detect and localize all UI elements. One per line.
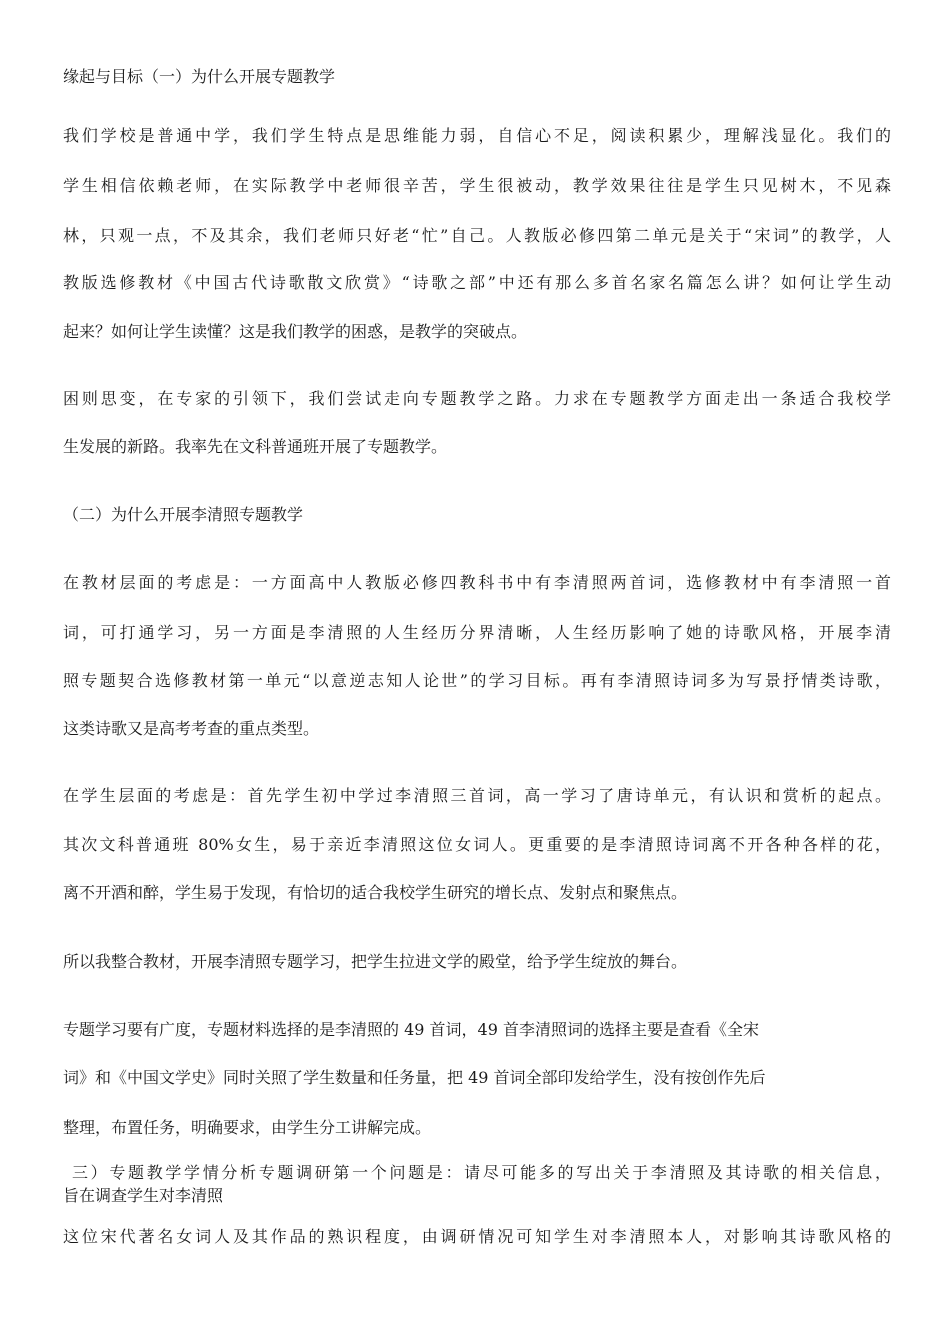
paragraph-3-line-2: 词，可打通学习，另一方面是李清照的人生经历分界清晰，人生经历影响了她的诗歌风格，开展李清 (63, 623, 891, 642)
paragraph-3-line-4: 这类诗歌又是高考考查的重点类型。 (63, 719, 320, 738)
paragraph-2-line-2: 生发展的新路。我率先在文科普通班开展了专题教学。 (63, 437, 448, 456)
paragraph-3-line-1: 在教材层面的考虑是：一方面高中人教版必修四教科书中有李清照两首词，选修教材中有李清照一首 (63, 573, 891, 592)
paragraph-1-line-5: 起来？如何让学生读懂？这是我们教学的困惑，是教学的突破点。 (63, 322, 528, 341)
paragraph-6-line-2: 词》和《中国文学史》同时关照了学生数量和任务量，把 49 首词全部印发给学生，没有按创作先后 (63, 1068, 766, 1087)
paragraph-5-line-1: 所以我整合教材，开展李清照专题学习，把学生拉进文学的殿堂，给予学生绽放的舞台。 (63, 952, 688, 971)
paragraph-1-line-3: 林，只观一点，不及其余，我们老师只好老“忙”自己。人教版必修四第二单元是关于“宋词”的教学，人 (63, 226, 891, 245)
paragraph-1-line-4: 教版选修教材《中国古代诗歌散文欣赏》“诗歌之部”中还有那么多首名家名篇怎么讲？如何让学生动 (63, 273, 891, 292)
paragraph-7-line-2: 旨在调查学生对李清照 (63, 1186, 224, 1205)
paragraph-7-line-1: 三）专题教学学情分析专题调研第一个问题是：请尽可能多的写出关于李清照及其诗歌的相关信息， (72, 1163, 891, 1182)
paragraph-6-line-3: 整理，布置任务，明确要求，由学生分工讲解完成。 (63, 1118, 432, 1137)
paragraph-2-line-1: 困则思变，在专家的引领下，我们尝试走向专题教学之路。力求在专题教学方面走出一条适合我校学 (63, 389, 891, 408)
paragraph-4-line-2: 其次文科普通班 80%女生，易于亲近李清照这位女词人。更重要的是李清照诗词离不开各种各样的花， (63, 835, 891, 854)
paragraph-3-line-3: 照专题契合选修教材第一单元“以意逆志知人论世”的学习目标。再有李清照诗词多为写景抒情类诗歌， (63, 671, 891, 690)
paragraph-6-line-1: 专题学习要有广度，专题材料选择的是李清照的 49 首词，49 首李清照词的选择主要是查看《全宋 (63, 1020, 759, 1039)
paragraph-1-line-1: 我们学校是普通中学，我们学生特点是思维能力弱，自信心不足，阅读积累少，理解浅显化。我们的 (63, 126, 891, 145)
paragraph-1-line-2: 学生相信依赖老师，在实际教学中老师很辛苦，学生很被动，教学效果往往是学生只见树木，不见森 (63, 176, 891, 195)
paragraph-8-line-1: 这位宋代著名女词人及其作品的熟识程度，由调研情况可知学生对李清照本人，对影响其诗歌风格的 (63, 1227, 891, 1246)
paragraph-4-line-3: 离不开酒和醉，学生易于发现，有恰切的适合我校学生研究的增长点、发射点和聚焦点。 (63, 883, 688, 902)
section-heading-1: 缘起与目标（一）为什么开展专题教学 (63, 67, 336, 86)
section-heading-2: （二）为什么开展李清照专题教学 (63, 505, 304, 524)
paragraph-4-line-1: 在学生层面的考虑是：首先学生初中学过李清照三首词，高一学习了唐诗单元，有认识和赏析的起点。 (63, 786, 891, 805)
